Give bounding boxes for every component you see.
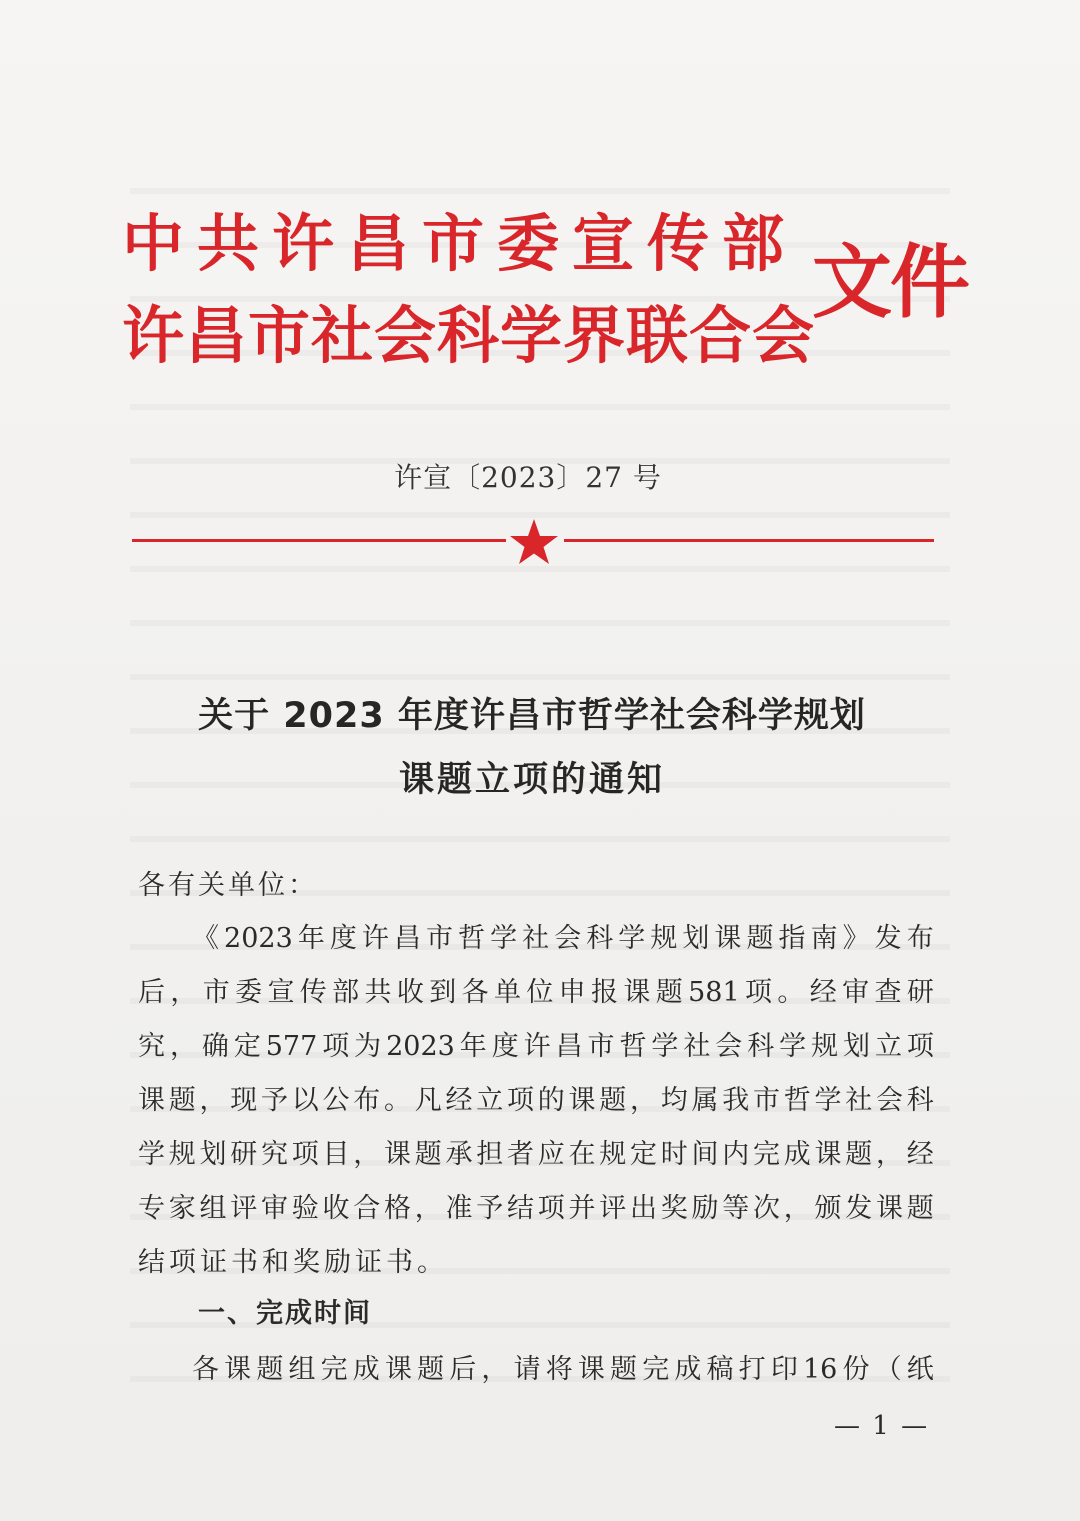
notice-title-line-2: 课题立项的通知 xyxy=(398,760,665,800)
paragraph-line: 课 题 ， 现 予 以 公 布 。 凡 经 立 项 的 课 题 ， 均 属 我 市 哲 学 社 会 科 xyxy=(138,1085,934,1116)
document-number: 许宣〔2023〕27 号 xyxy=(394,461,662,494)
page-number: — 1 — xyxy=(834,1411,930,1441)
paragraph-line: 后 ， 市 委 宣 传 部 共 收 到 各 单 位 申 报 课 题 581 项 。 经 审 查 研 xyxy=(138,977,934,1008)
paragraph-line: 结项证书和奖励证书。 xyxy=(138,1247,448,1278)
paragraph-line: 学 规 划 研 究 项 目 ， 课 题 承 担 者 应 在 规 定 时 间 内 完 成 课 题 ， 经 xyxy=(138,1139,934,1170)
paragraph-line: 专 家 组 评 审 验 收 合 格 ， 准 予 结 项 并 评 出 奖 励 等 次 ， 颁 发 课 题 xyxy=(138,1193,934,1224)
paragraph-line: 各 课 题 组 完 成 课 题 后 ， 请 将 课 题 完 成 稿 打 印 16 份 （ 纸 xyxy=(192,1354,934,1385)
paragraph-line: 《 2023 年 度 许 昌 市 哲 学 社 会 科 学 规 划 课 题 指 南 》 发 布 xyxy=(192,923,934,954)
paragraph-1 xyxy=(138,912,934,1290)
star-icon xyxy=(509,518,559,566)
section-heading-completion-time: 一、完成时间 xyxy=(198,1298,372,1329)
red-divider-left xyxy=(132,539,506,542)
paragraph-2 xyxy=(138,1343,934,1397)
notice-title-line-1: 关于 2023 年度许昌市哲学社会科学规划 xyxy=(198,696,866,736)
paragraph-line: 究 ， 确 定 577 项 为 2023 年 度 许 昌 市 哲 学 社 会 科 学 规 划 立 项 xyxy=(138,1031,934,1062)
issuer-name-2: 许昌市社会科学界联合会 xyxy=(122,299,816,372)
issuer-block xyxy=(122,205,816,375)
salutation: 各有关单位： xyxy=(138,870,318,901)
document-type-label: 文件 xyxy=(812,236,968,329)
issuer-name-1: 中共许昌市委宣传部 xyxy=(122,207,798,280)
red-divider-right xyxy=(564,539,934,542)
